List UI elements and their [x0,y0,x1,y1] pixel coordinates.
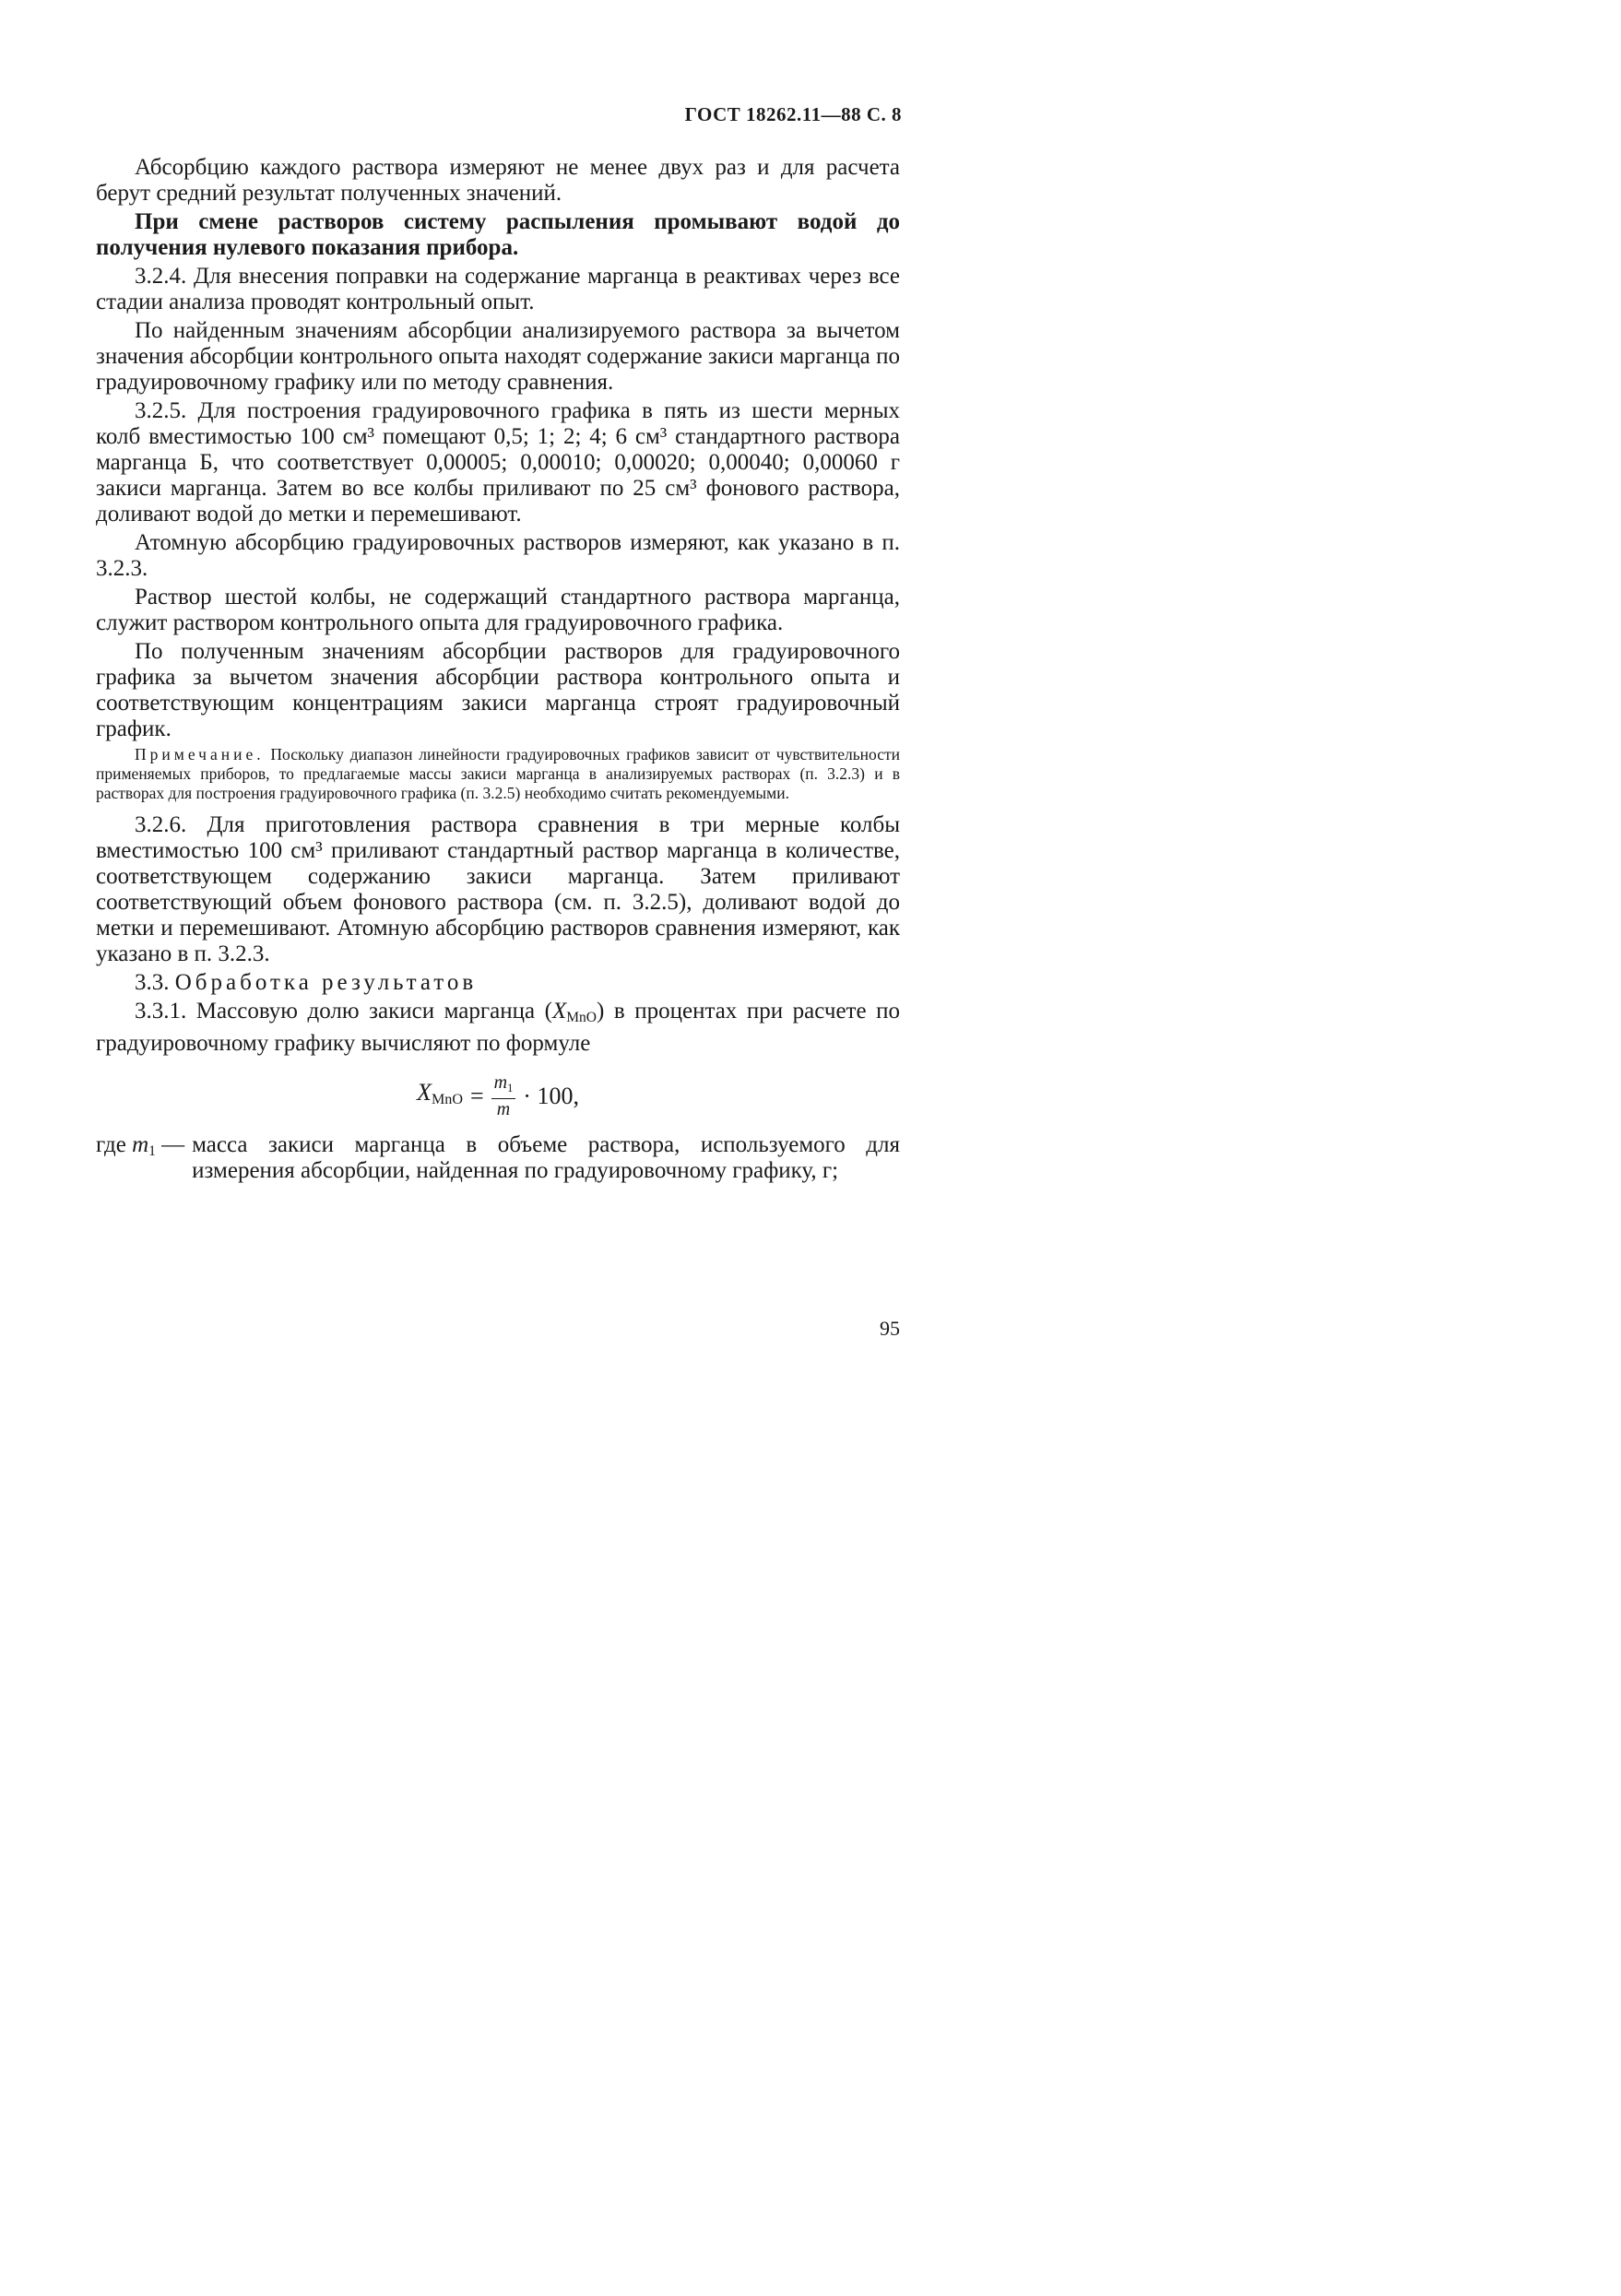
formula-tail: · 100, [523,1082,579,1109]
paragraph: 3.2.6. Для приготовления раствора сравнения в три мерные колбы вместимостью 100 см³ приливают стандартный раствор марганца в количестве, соответствующем содержанию закиси марганца. Затем приливают соответствующий объем фонового раствора (см. п. 3.2.5), доливают водой до метки и перемешивают. Атомную абсорбцию растворов сравнения измеряют, как указано в п. 3.2.3. [96,812,900,966]
formula: $X_{MnO}$ = $\frac{m_1}{m}$ · 100, [417,1072,579,1119]
paragraph: При смене растворов систему распыления промывают водой до получения нулевого показания прибора. [96,209,900,260]
paragraph-3-3-1: 3.3.1. Массовую долю закиси марганца $(X_{MnO})$ в процентах при расчете по градуировочному графику вычисляют по формуле [96,999,900,1056]
document-page [0,0,1014,1437]
where-clause: где $m_1$ — масса закиси марганца в объеме раствора, используемого для измерения абсорбции, найденная по градуировочному графику, г; [96,1132,900,1183]
where-definition: масса закиси марганца в объеме раствора, используемого для измерения абсорбции, найденная по градуировочному графику, г; [192,1132,900,1183]
paragraph: Атомную абсорбцию градуировочных растворов измеряют, как указано в п. 3.2.3. [96,530,900,581]
body-text [96,155,900,1184]
paragraph: По найденным значениям абсорбции анализируемого раствора за вычетом значения абсорбции контрольного опыта находят содержание закиси марганца по градуировочному графику или по методу сравнения. [96,318,900,395]
paragraph: 3.2.4. Для внесения поправки на содержание марганца в реактивах через все стадии анализа проводят контрольный опыт. [96,264,900,314]
paragraph: 3.2.5. Для построения градуировочного графика в пять из шести мерных колб вместимостью 100 см³ помещают 0,5; 1; 2; 4; 6 см³ стандартного раствора марганца Б, что соответствует 0,00005; 0,00010; 0,00020; 0,00040; 0,00060 г закиси марганца. Затем во все колбы приливают по 25 см³ фонового раствора, доливают водой до метки и перемешивают. [96,398,900,527]
symbol-x: X [551,999,567,1024]
note-text: Поскольку диапазон линейности градуировочных графиков зависит от чувствительности применяемых приборов, то предлагаемые массы закиси марганца в анализируемых растворах (п. 3.2.3) и в растворах для построения градуировочного графика (п. 3.2.5) необходимо считать рекомендуемыми. [96,745,901,802]
formula-lhs: X [417,1078,432,1106]
section-number: 3.3. [135,970,170,995]
page-header: ГОСТ 18262.11—88 С. 8 [684,103,902,125]
note-label: Примечание. [135,745,265,763]
formula-fraction: $\frac{m_1}{m}$ [491,1073,516,1118]
paragraph: По полученным значениям абсорбции растворов для градуировочного графика за вычетом значения абсорбции раствора контрольного опыта и соответствующим концентрациям закиси марганца строят градуировочный график. [96,639,900,741]
section-title: Обработка результатов [174,970,478,995]
note [96,745,900,803]
section-heading [96,970,900,996]
page-number: 95 [880,1317,900,1340]
paragraph: Абсорбцию каждого раствора измеряют не менее двух раз и для расчета берут средний результат полученных значений. [96,155,900,206]
paragraph: Раствор шестой колбы, не содержащий стандартного раствора марганца, служит раствором контрольного опыта для градуировочного графика. [96,585,900,635]
formula-equals: = [469,1082,484,1109]
